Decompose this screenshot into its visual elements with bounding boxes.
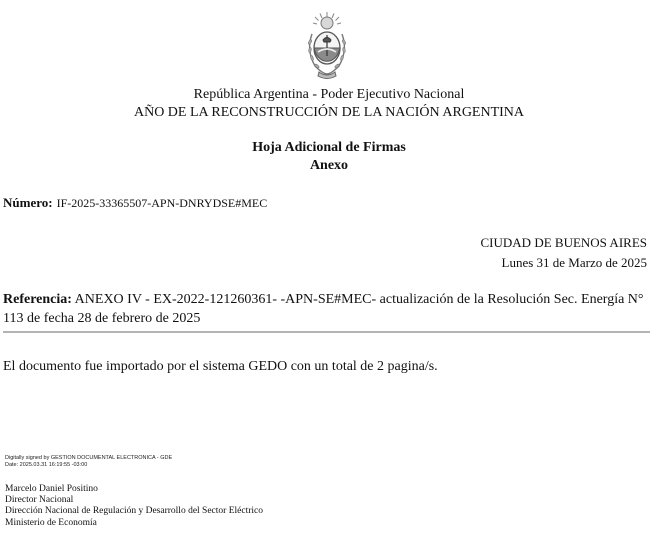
signer-position: Director Nacional [5,495,74,506]
signer-ministry: Ministerio de Economía [5,517,97,528]
divider [3,331,650,333]
document-date: Lunes 31 de Marzo de 2025 [501,255,647,270]
document-reference [3,290,648,328]
reference-label: Referencia: [3,292,72,307]
header-year-motto: AÑO DE LA RECONSTRUCCIÓN DE LA NACIÓN ARGENTINA [133,105,525,120]
document-body-text: El documento fue importado por el sistema GEDO con un total de 2 pagina/s. [3,359,438,374]
digital-signature-stamp [5,455,172,469]
document-subtitle: Anexo [309,158,349,173]
document-number-value: IF-2025-33365507-APN-DNRYDSE#MEC [56,196,268,210]
header-government: República Argentina - Poder Ejecutivo Nacional [193,87,465,102]
reference-text: ANEXO IV - EX-2022-121260361- -APN-SE#MEC- actualización de la Resolución Sec. Energía N° 113 de fecha 28 de febrero de 2025 [3,292,644,326]
digital-signature-date: Date: 2025.03.31 16:19:55 -03:00 [5,462,88,468]
document-number [3,195,267,211]
document-title: Hoja Adicional de Firmas [252,140,406,155]
document-place: CIUDAD DE BUENOS AIRES [480,235,647,250]
digital-signature-signer: Digitally signed by GESTION DOCUMENTAL ELECTRONICA - GDE [5,455,173,461]
signer-office: Dirección Nacional de Regulación y Desarrollo del Sector Eléctrico [5,506,263,517]
coat-of-arms-icon [303,10,351,82]
document-number-label: Número: [3,195,53,210]
signer-block [5,484,263,529]
signer-name: Marcelo Daniel Positino [5,484,98,494]
